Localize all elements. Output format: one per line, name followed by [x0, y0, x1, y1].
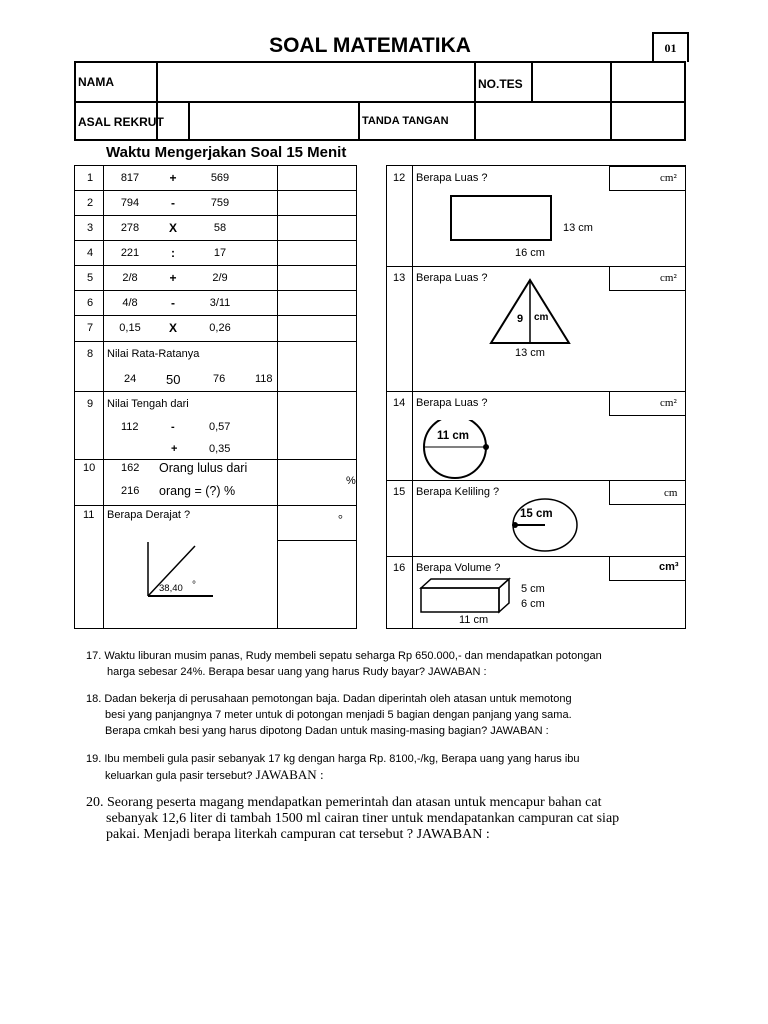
q11-label: Berapa Derajat ? [107, 509, 191, 521]
circle-radius-figure [507, 496, 582, 556]
q12-height-label: 13 cm [563, 222, 593, 234]
nama-field[interactable] [158, 63, 474, 101]
q16-label: Berapa Volume ? [416, 562, 501, 574]
q18-line1: 18. Dadan bekerja di perusahaan pemotongan baja. Dadan diperintah oleh atasan untuk memotong [86, 693, 572, 705]
triangle-figure [487, 276, 577, 346]
q14-label: Berapa Luas ? [416, 397, 488, 409]
q10-unit: % [346, 475, 356, 487]
q12-unit: cm² [660, 172, 677, 184]
q15-label: Berapa Keliling ? [416, 486, 500, 498]
q6-number: 6 [87, 297, 94, 309]
q13-number: 13 [393, 272, 406, 284]
q20-line2: sebanyak 12,6 liter di tambah 1500 ml cairan tiner untuk mendapatankan campuran cat siap [106, 811, 620, 826]
q9-c: 0,35 [209, 443, 231, 455]
q14-unit: cm² [660, 397, 677, 409]
left-question-table [74, 165, 357, 629]
q2-b: 759 [210, 197, 230, 209]
q20-line3: pakai. Menjadi berapa literkah campuran cat tersebut ? JAWABAN : [106, 827, 490, 842]
q5-a: 2/8 [122, 272, 138, 284]
q11-number: 11 [83, 509, 95, 521]
q13-unit: cm² [660, 272, 677, 284]
q10-line1: Orang lulus dari [159, 461, 248, 475]
q13-label: Berapa Luas ? [416, 272, 488, 284]
q9-op1: - [171, 421, 175, 433]
tanda-tangan-field[interactable] [476, 103, 610, 139]
no-tes-label: NO.TES [478, 77, 523, 91]
q8-v2: 50 [166, 372, 181, 387]
cuboid-figure [417, 576, 517, 616]
q7-number: 7 [87, 322, 94, 334]
q16-unit: cm³ [659, 561, 679, 573]
q6-b: 3/11 [209, 297, 231, 309]
q9-op2: + [171, 443, 178, 455]
q15-radius-label: 15 cm [520, 508, 553, 520]
q10-a: 162 [121, 462, 140, 474]
q16-number: 16 [393, 562, 406, 574]
identity-header-box [74, 61, 686, 141]
time-instruction: Waktu Mengerjakan Soal 15 Menit [106, 144, 347, 161]
q19-line2-text: keluarkan gula pasir tersebut? [105, 770, 253, 782]
tanda-tangan-label: TANDA TANGAN [362, 115, 449, 127]
q8-number: 8 [87, 348, 94, 360]
nama-label: NAMA [78, 75, 114, 89]
q18-line3: Berapa cmkah besi yang harus dipotong Dadan untuk masing-masing bagian? JAWABAN : [105, 725, 549, 737]
circle-diameter-figure [421, 420, 496, 480]
rectangle-figure [450, 195, 552, 241]
asal-rekrut-field[interactable] [190, 103, 358, 139]
q12-label: Berapa Luas ? [416, 172, 488, 184]
q3-b: 58 [213, 222, 227, 234]
q6-a: 4/8 [122, 297, 138, 309]
q19-answer-label: JAWABAN : [252, 767, 324, 782]
q1-a: 817 [120, 172, 140, 184]
angle-diagram [135, 536, 255, 601]
q1-b: 569 [210, 172, 230, 184]
q8-v4: 118 [255, 373, 273, 385]
q14-number: 14 [393, 397, 406, 409]
q3-number: 3 [87, 222, 94, 234]
q16-dim2: 6 cm [521, 598, 545, 610]
q9-a: 112 [121, 421, 139, 433]
q4-a: 221 [120, 247, 140, 259]
q14-diameter-label: 11 cm [437, 430, 469, 442]
no-tes-field[interactable] [533, 63, 610, 101]
q3-op: X [168, 221, 177, 235]
q8-label: Nilai Rata-Ratanya [107, 348, 200, 360]
left-answer-column[interactable] [278, 166, 356, 628]
q13-base-label: 13 cm [515, 347, 545, 359]
q13-height-number: 9 [517, 313, 524, 325]
q15-unit: cm [664, 487, 678, 499]
q9-number: 9 [87, 398, 94, 410]
q1-number: 1 [87, 172, 94, 184]
q10-line2: orang = (?) % [159, 484, 236, 498]
q10-b: 216 [121, 485, 140, 497]
q5-op: + [169, 271, 177, 285]
q12-width-label: 16 cm [515, 247, 545, 259]
q10-number: 10 [83, 462, 96, 474]
q9-b: 0,57 [209, 421, 231, 433]
q4-number: 4 [87, 247, 94, 259]
q17-line2: harga sebesar 24%. Berapa besar uang yang harus Rudy bayar? JAWABAN : [107, 666, 487, 678]
q11-angle-label: 38,40 [159, 583, 183, 594]
q15-number: 15 [393, 486, 406, 498]
test-code-box: 01 [652, 32, 689, 62]
q20-line1: 20. Seorang peserta magang mendapatkan pemerintah dan atasan untuk mencapur bahan cat [86, 795, 602, 810]
q7-a: 0,15 [119, 322, 141, 334]
q19-line2 [105, 767, 324, 784]
q16-dim1: 5 cm [521, 583, 545, 595]
q11-degree-mark: ° [192, 580, 196, 591]
q1-op: + [169, 171, 177, 185]
q18-line2: besi yang panjangnya 7 meter untuk di potongan menjadi 5 bagian dengan panjang yang sama. [105, 709, 572, 721]
q2-number: 2 [87, 197, 94, 209]
q8-v1: 24 [124, 373, 137, 385]
q2-op: - [171, 196, 175, 210]
q11-unit: ° [338, 512, 343, 526]
q7-op: X [168, 321, 177, 335]
q7-b: 0,26 [209, 322, 231, 334]
q3-a: 278 [120, 222, 140, 234]
q17-line1: 17. Waktu liburan musim panas, Rudy membeli sepatu seharga Rp 650.000,- dan mendapatkan potongan [86, 650, 602, 662]
q12-number: 12 [393, 172, 406, 184]
q19-line1: 19. Ibu membeli gula pasir sebanyak 17 kg dengan harga Rp. 8100,-/kg, Berapa uang yang harus ibu [86, 753, 580, 765]
q5-b: 2/9 [212, 272, 228, 284]
q4-b: 17 [213, 247, 227, 259]
q6-op: - [171, 296, 175, 310]
q8-v3: 76 [213, 373, 226, 385]
q5-number: 5 [87, 272, 94, 284]
q2-a: 794 [120, 197, 140, 209]
q16-dim3: 11 cm [459, 614, 489, 626]
right-question-table [386, 165, 686, 629]
asal-rekrut-label: ASAL REKRUT [78, 115, 164, 129]
q13-height-unit: cm [534, 312, 549, 323]
q4-op: : [171, 246, 175, 260]
q9-label: Nilai Tengah dari [107, 398, 189, 410]
page-title: SOAL MATEMATIKA [269, 34, 471, 57]
